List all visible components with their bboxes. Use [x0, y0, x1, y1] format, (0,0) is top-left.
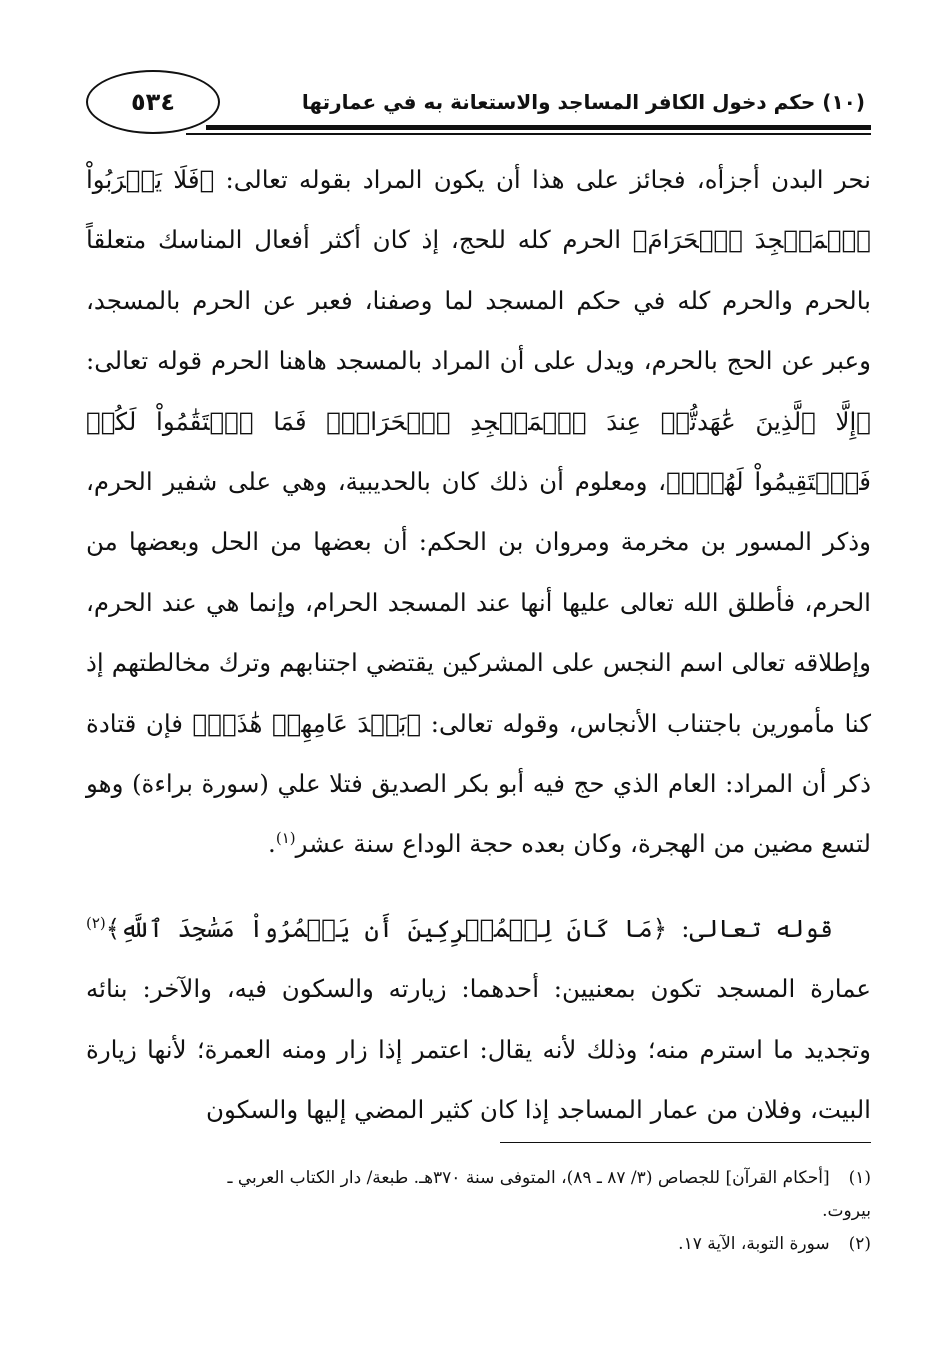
page-number: ٥٣٤	[86, 70, 220, 134]
paragraph-1	[86, 150, 871, 875]
page-header	[86, 70, 871, 140]
footnote-ref-1: (١)	[275, 829, 296, 848]
footnote-2-number: (٢)	[848, 1234, 871, 1254]
footnote-1-continuation: بيروت.	[822, 1201, 871, 1221]
paragraph-2	[86, 899, 871, 1141]
paragraph-2-lead: قوله تعالى: ﴿مَا كَانَ لِلۡمُشۡرِكِينَ أَن يَعۡمُرُواْ مَسَٰجِدَ ٱللَّهِ﴾	[105, 913, 833, 943]
main-text	[86, 150, 871, 1141]
footnote-separator	[500, 1142, 871, 1143]
footnote-1	[86, 1162, 871, 1195]
paragraph-2-text: عمارة المسجد تكون بمعنيين: أحدهما: زيارته والسكون فيه، والآخر: بنائه وتجديد ما استرم منه؛ وذلك لأنه يقال: اعتمر إذا زار ومنه العمرة؛ لأنها زيارة البيت، وفلان من عمار المساجد إذا كان كثير المضي إليها والسكون	[86, 974, 871, 1125]
footnotes	[86, 1162, 871, 1261]
paragraph-1-text: نحر البدن أجزأه، فجائز على هذا أن يكون المراد بقوله تعالى: ﴿فَلَا يَقۡرَبُواْ ٱلۡمَسۡجِدَ ٱلۡحَرَامَ﴾ الحرم كله للحج، إذ كان أكثر أفعال المناسك متعلقاً بالحرم والحرم كله في حكم المسجد لما وصفنا، فعبر عن الحرم بالمسجد، وعبر عن الحج بالحرم، ويدل على أن المراد بالمسجد هاهنا الحرم قوله تعالى: ﴿إِلَّا ٱلَّذِينَ عَٰهَدتُّمۡ عِندَ ٱلۡمَسۡجِدِ ٱلۡحَرَامِۖ فَمَا ٱسۡتَقَٰمُواْ لَكُمۡ فَٱسۡتَقِيمُواْ لَهُمۡۚ﴾، ومعلوم أن ذلك كان بالحديبية، وهي على شفير الحرم، وذكر المسور بن مخرمة ومروان بن الحكم: أن بعضها من الحل وبعضها من الحرم، فأطلق الله تعالى عليها أنها عند المسجد الحرام، وإنما هي عند الحرم، وإطلاقه تعالى اسم النجس على المشركين يقتضي اجتنابهم وترك مخالطتهم إذ كنا مأمورين باجتناب الأنجاس، وقوله تعالى: ﴿بَعۡدَ عَامِهِمۡ هَٰذَاۚ﴾ فإن قتادة ذكر أن المراد: العام الذي حج فيه أبو بكر الصديق فتلا علي (سورة براءة) وهو لتسع مضين من الهجرة، وكان بعده حجة الوداع سنة عشر	[86, 165, 871, 859]
footnote-1-number: (١)	[848, 1168, 871, 1188]
footnote-2	[86, 1228, 871, 1261]
header-rule-thin	[186, 133, 871, 135]
footnote-1-text: [أحكام القرآن] للجصاص (٣/ ٨٧ ـ ٨٩)، المتوفى سنة ٣٧٠هـ. طبعة/ دار الكتاب العربي ـ	[227, 1168, 830, 1188]
footnote-ref-2: (٢)	[86, 913, 106, 932]
footnote-2-text: سورة التوبة، الآية ١٧.	[678, 1234, 830, 1254]
paragraph-1-end: .	[268, 829, 276, 859]
running-title: (١٠) حكم دخول الكافر المساجد والاستعانة به في عمارتها	[301, 90, 865, 114]
header-rule-thick	[206, 125, 871, 130]
